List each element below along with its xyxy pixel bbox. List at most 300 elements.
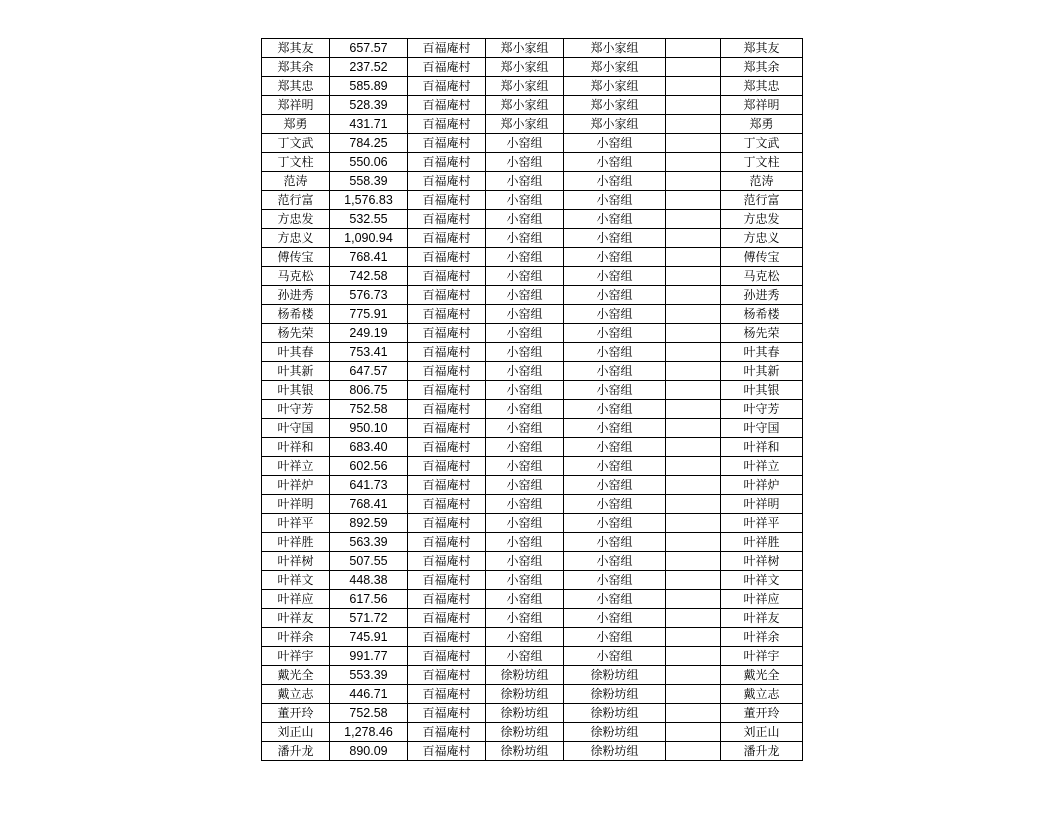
table-row — [262, 210, 803, 229]
group-cell: 小窑组 — [486, 628, 564, 647]
table-row — [262, 590, 803, 609]
name-cell: 叶祥文 — [262, 571, 330, 590]
signer-cell: 戴光全 — [721, 666, 803, 685]
group-cell: 小窑组 — [486, 229, 564, 248]
blank-cell — [666, 400, 721, 419]
village-cell: 百福庵村 — [408, 742, 486, 761]
signer-cell: 郑勇 — [721, 115, 803, 134]
amount-cell: 742.58 — [330, 267, 408, 286]
table-row — [262, 77, 803, 96]
group-cell: 郑小家组 — [486, 77, 564, 96]
group-cell: 小窑组 — [486, 571, 564, 590]
amount-cell: 775.91 — [330, 305, 408, 324]
group-cell: 小窑组 — [486, 552, 564, 571]
village-cell: 百福庵村 — [408, 704, 486, 723]
amount-cell: 507.55 — [330, 552, 408, 571]
signer-cell: 杨希楼 — [721, 305, 803, 324]
table-row — [262, 514, 803, 533]
group-cell-2: 小窑组 — [564, 286, 666, 305]
group-cell-2: 小窑组 — [564, 438, 666, 457]
group-cell: 小窑组 — [486, 134, 564, 153]
table-row — [262, 495, 803, 514]
table-row — [262, 438, 803, 457]
amount-cell: 563.39 — [330, 533, 408, 552]
group-cell: 郑小家组 — [486, 58, 564, 77]
amount-cell: 892.59 — [330, 514, 408, 533]
name-cell: 戴立志 — [262, 685, 330, 704]
group-cell: 小窑组 — [486, 533, 564, 552]
amount-cell: 890.09 — [330, 742, 408, 761]
village-cell: 百福庵村 — [408, 229, 486, 248]
group-cell-2: 小窑组 — [564, 628, 666, 647]
group-cell: 小窑组 — [486, 362, 564, 381]
group-cell-2: 小窑组 — [564, 609, 666, 628]
group-cell-2: 徐粉坊组 — [564, 685, 666, 704]
signer-cell: 潘升龙 — [721, 742, 803, 761]
blank-cell — [666, 476, 721, 495]
amount-cell: 550.06 — [330, 153, 408, 172]
name-cell: 范行富 — [262, 191, 330, 210]
group-cell-2: 郑小家组 — [564, 77, 666, 96]
name-cell: 郑其余 — [262, 58, 330, 77]
table-row — [262, 324, 803, 343]
group-cell-2: 小窑组 — [564, 419, 666, 438]
amount-cell: 806.75 — [330, 381, 408, 400]
blank-cell — [666, 457, 721, 476]
group-cell-2: 小窑组 — [564, 153, 666, 172]
group-cell: 徐粉坊组 — [486, 685, 564, 704]
group-cell-2: 小窑组 — [564, 191, 666, 210]
blank-cell — [666, 324, 721, 343]
blank-cell — [666, 39, 721, 58]
group-cell-2: 徐粉坊组 — [564, 723, 666, 742]
amount-cell: 528.39 — [330, 96, 408, 115]
blank-cell — [666, 229, 721, 248]
amount-cell: 249.19 — [330, 324, 408, 343]
signer-cell: 戴立志 — [721, 685, 803, 704]
signer-cell: 马克松 — [721, 267, 803, 286]
group-cell: 小窑组 — [486, 191, 564, 210]
table-body — [262, 39, 803, 761]
group-cell-2: 郑小家组 — [564, 96, 666, 115]
amount-cell: 553.39 — [330, 666, 408, 685]
table-row — [262, 39, 803, 58]
table-row — [262, 172, 803, 191]
table-row — [262, 115, 803, 134]
group-cell-2: 郑小家组 — [564, 58, 666, 77]
table-row — [262, 571, 803, 590]
group-cell: 小窑组 — [486, 476, 564, 495]
name-cell: 叶祥平 — [262, 514, 330, 533]
name-cell: 孙进秀 — [262, 286, 330, 305]
signer-cell: 郑其余 — [721, 58, 803, 77]
blank-cell — [666, 419, 721, 438]
name-cell: 潘升龙 — [262, 742, 330, 761]
village-cell: 百福庵村 — [408, 723, 486, 742]
table-row — [262, 343, 803, 362]
name-cell: 方忠义 — [262, 229, 330, 248]
village-cell: 百福庵村 — [408, 362, 486, 381]
name-cell: 杨希楼 — [262, 305, 330, 324]
table-row — [262, 685, 803, 704]
village-cell: 百福庵村 — [408, 419, 486, 438]
village-cell: 百福庵村 — [408, 609, 486, 628]
name-cell: 叶祥友 — [262, 609, 330, 628]
table-row — [262, 191, 803, 210]
name-cell: 叶祥树 — [262, 552, 330, 571]
group-cell-2: 郑小家组 — [564, 115, 666, 134]
group-cell-2: 小窑组 — [564, 514, 666, 533]
amount-cell: 950.10 — [330, 419, 408, 438]
group-cell: 小窑组 — [486, 343, 564, 362]
signer-cell: 杨先荣 — [721, 324, 803, 343]
village-cell: 百福庵村 — [408, 685, 486, 704]
village-cell: 百福庵村 — [408, 286, 486, 305]
village-cell: 百福庵村 — [408, 343, 486, 362]
group-cell: 小窑组 — [486, 210, 564, 229]
blank-cell — [666, 685, 721, 704]
village-cell: 百福庵村 — [408, 514, 486, 533]
blank-cell — [666, 438, 721, 457]
village-cell: 百福庵村 — [408, 647, 486, 666]
table-row — [262, 552, 803, 571]
name-cell: 董开玲 — [262, 704, 330, 723]
signer-cell: 郑其忠 — [721, 77, 803, 96]
name-cell: 范涛 — [262, 172, 330, 191]
group-cell: 小窑组 — [486, 153, 564, 172]
signer-cell: 叶祥友 — [721, 609, 803, 628]
signer-cell: 叶其银 — [721, 381, 803, 400]
blank-cell — [666, 96, 721, 115]
signer-cell: 叶祥平 — [721, 514, 803, 533]
signer-cell: 叶祥炉 — [721, 476, 803, 495]
signer-cell: 叶守芳 — [721, 400, 803, 419]
group-cell: 徐粉坊组 — [486, 666, 564, 685]
amount-cell: 657.57 — [330, 39, 408, 58]
table-row — [262, 58, 803, 77]
table-row — [262, 609, 803, 628]
village-cell: 百福庵村 — [408, 381, 486, 400]
name-cell: 叶守国 — [262, 419, 330, 438]
group-cell: 小窑组 — [486, 324, 564, 343]
name-cell: 郑其友 — [262, 39, 330, 58]
village-cell: 百福庵村 — [408, 248, 486, 267]
blank-cell — [666, 514, 721, 533]
group-cell: 小窑组 — [486, 400, 564, 419]
amount-cell: 602.56 — [330, 457, 408, 476]
blank-cell — [666, 381, 721, 400]
blank-cell — [666, 210, 721, 229]
signer-cell: 董开玲 — [721, 704, 803, 723]
name-cell: 马克松 — [262, 267, 330, 286]
village-cell: 百福庵村 — [408, 305, 486, 324]
table-row — [262, 96, 803, 115]
group-cell: 徐粉坊组 — [486, 704, 564, 723]
village-cell: 百福庵村 — [408, 590, 486, 609]
name-cell: 叶其银 — [262, 381, 330, 400]
group-cell: 小窑组 — [486, 495, 564, 514]
name-cell: 刘正山 — [262, 723, 330, 742]
group-cell: 徐粉坊组 — [486, 723, 564, 742]
signer-cell: 叶其新 — [721, 362, 803, 381]
blank-cell — [666, 77, 721, 96]
group-cell-2: 小窑组 — [564, 172, 666, 191]
name-cell: 叶祥和 — [262, 438, 330, 457]
name-cell: 方忠发 — [262, 210, 330, 229]
amount-cell: 768.41 — [330, 495, 408, 514]
group-cell-2: 郑小家组 — [564, 39, 666, 58]
group-cell-2: 小窑组 — [564, 324, 666, 343]
village-cell: 百福庵村 — [408, 324, 486, 343]
amount-cell: 576.73 — [330, 286, 408, 305]
signer-cell: 叶祥明 — [721, 495, 803, 514]
table-row — [262, 457, 803, 476]
group-cell-2: 小窑组 — [564, 400, 666, 419]
signer-cell: 叶祥宇 — [721, 647, 803, 666]
group-cell: 小窑组 — [486, 305, 564, 324]
signer-cell: 叶守国 — [721, 419, 803, 438]
group-cell: 郑小家组 — [486, 39, 564, 58]
signer-cell: 郑其友 — [721, 39, 803, 58]
blank-cell — [666, 666, 721, 685]
group-cell-2: 小窑组 — [564, 248, 666, 267]
group-cell-2: 小窑组 — [564, 495, 666, 514]
signer-cell: 叶祥文 — [721, 571, 803, 590]
village-cell: 百福庵村 — [408, 96, 486, 115]
amount-cell: 683.40 — [330, 438, 408, 457]
blank-cell — [666, 305, 721, 324]
signer-cell: 孙进秀 — [721, 286, 803, 305]
village-cell: 百福庵村 — [408, 58, 486, 77]
name-cell: 叶其春 — [262, 343, 330, 362]
amount-cell: 585.89 — [330, 77, 408, 96]
table-row — [262, 666, 803, 685]
village-cell: 百福庵村 — [408, 39, 486, 58]
village-cell: 百福庵村 — [408, 438, 486, 457]
group-cell-2: 小窑组 — [564, 552, 666, 571]
table-row — [262, 153, 803, 172]
village-cell: 百福庵村 — [408, 457, 486, 476]
name-cell: 郑祥明 — [262, 96, 330, 115]
table-row — [262, 628, 803, 647]
village-cell: 百福庵村 — [408, 476, 486, 495]
blank-cell — [666, 134, 721, 153]
group-cell-2: 小窑组 — [564, 267, 666, 286]
village-cell: 百福庵村 — [408, 191, 486, 210]
name-cell: 叶其新 — [262, 362, 330, 381]
village-cell: 百福庵村 — [408, 134, 486, 153]
table-row — [262, 267, 803, 286]
name-cell: 叶祥炉 — [262, 476, 330, 495]
group-cell-2: 小窑组 — [564, 210, 666, 229]
table-row — [262, 742, 803, 761]
blank-cell — [666, 286, 721, 305]
blank-cell — [666, 115, 721, 134]
group-cell-2: 小窑组 — [564, 571, 666, 590]
table-row — [262, 229, 803, 248]
amount-cell: 991.77 — [330, 647, 408, 666]
amount-cell: 752.58 — [330, 400, 408, 419]
signer-cell: 叶祥胜 — [721, 533, 803, 552]
amount-cell: 768.41 — [330, 248, 408, 267]
group-cell-2: 徐粉坊组 — [564, 742, 666, 761]
amount-cell: 641.73 — [330, 476, 408, 495]
signer-cell: 范涛 — [721, 172, 803, 191]
table-row — [262, 248, 803, 267]
name-cell: 傅传宝 — [262, 248, 330, 267]
amount-cell: 753.41 — [330, 343, 408, 362]
payment-table — [261, 38, 803, 761]
name-cell: 叶祥胜 — [262, 533, 330, 552]
group-cell-2: 小窑组 — [564, 305, 666, 324]
blank-cell — [666, 172, 721, 191]
blank-cell — [666, 628, 721, 647]
group-cell-2: 徐粉坊组 — [564, 704, 666, 723]
signer-cell: 叶祥树 — [721, 552, 803, 571]
blank-cell — [666, 742, 721, 761]
group-cell: 小窑组 — [486, 172, 564, 191]
table-row — [262, 400, 803, 419]
name-cell: 叶祥立 — [262, 457, 330, 476]
village-cell: 百福庵村 — [408, 571, 486, 590]
amount-cell: 617.56 — [330, 590, 408, 609]
signer-cell: 刘正山 — [721, 723, 803, 742]
village-cell: 百福庵村 — [408, 77, 486, 96]
blank-cell — [666, 609, 721, 628]
group-cell-2: 小窑组 — [564, 533, 666, 552]
signer-cell: 郑祥明 — [721, 96, 803, 115]
table-row — [262, 704, 803, 723]
amount-cell: 745.91 — [330, 628, 408, 647]
group-cell-2: 徐粉坊组 — [564, 666, 666, 685]
blank-cell — [666, 571, 721, 590]
group-cell-2: 小窑组 — [564, 457, 666, 476]
table-row — [262, 134, 803, 153]
blank-cell — [666, 191, 721, 210]
table-row — [262, 286, 803, 305]
group-cell: 小窑组 — [486, 438, 564, 457]
group-cell: 小窑组 — [486, 267, 564, 286]
amount-cell: 752.58 — [330, 704, 408, 723]
blank-cell — [666, 495, 721, 514]
blank-cell — [666, 647, 721, 666]
group-cell: 小窑组 — [486, 248, 564, 267]
group-cell-2: 小窑组 — [564, 229, 666, 248]
village-cell: 百福庵村 — [408, 533, 486, 552]
table-row — [262, 533, 803, 552]
amount-cell: 532.55 — [330, 210, 408, 229]
amount-cell: 237.52 — [330, 58, 408, 77]
blank-cell — [666, 153, 721, 172]
village-cell: 百福庵村 — [408, 153, 486, 172]
amount-cell: 431.71 — [330, 115, 408, 134]
group-cell: 徐粉坊组 — [486, 742, 564, 761]
group-cell-2: 小窑组 — [564, 381, 666, 400]
group-cell: 小窑组 — [486, 457, 564, 476]
village-cell: 百福庵村 — [408, 552, 486, 571]
blank-cell — [666, 267, 721, 286]
village-cell: 百福庵村 — [408, 172, 486, 191]
signer-cell: 叶其春 — [721, 343, 803, 362]
amount-cell: 647.57 — [330, 362, 408, 381]
name-cell: 郑其忠 — [262, 77, 330, 96]
signer-cell: 丁文柱 — [721, 153, 803, 172]
village-cell: 百福庵村 — [408, 628, 486, 647]
village-cell: 百福庵村 — [408, 210, 486, 229]
table-row — [262, 723, 803, 742]
signer-cell: 丁文武 — [721, 134, 803, 153]
signer-cell: 方忠义 — [721, 229, 803, 248]
table-row — [262, 647, 803, 666]
group-cell: 郑小家组 — [486, 115, 564, 134]
group-cell: 小窑组 — [486, 286, 564, 305]
group-cell: 小窑组 — [486, 609, 564, 628]
blank-cell — [666, 552, 721, 571]
name-cell: 杨先荣 — [262, 324, 330, 343]
table-row — [262, 419, 803, 438]
group-cell-2: 小窑组 — [564, 343, 666, 362]
signer-cell: 叶祥立 — [721, 457, 803, 476]
group-cell-2: 小窑组 — [564, 590, 666, 609]
group-cell-2: 小窑组 — [564, 134, 666, 153]
signer-cell: 方忠发 — [721, 210, 803, 229]
village-cell: 百福庵村 — [408, 495, 486, 514]
blank-cell — [666, 58, 721, 77]
group-cell: 小窑组 — [486, 647, 564, 666]
signer-cell: 叶祥余 — [721, 628, 803, 647]
group-cell: 小窑组 — [486, 381, 564, 400]
group-cell-2: 小窑组 — [564, 647, 666, 666]
amount-cell: 558.39 — [330, 172, 408, 191]
amount-cell: 446.71 — [330, 685, 408, 704]
amount-cell: 784.25 — [330, 134, 408, 153]
blank-cell — [666, 704, 721, 723]
blank-cell — [666, 590, 721, 609]
name-cell: 戴光全 — [262, 666, 330, 685]
blank-cell — [666, 248, 721, 267]
name-cell: 丁文武 — [262, 134, 330, 153]
table-row — [262, 476, 803, 495]
table-row — [262, 381, 803, 400]
name-cell: 丁文柱 — [262, 153, 330, 172]
amount-cell: 1,278.46 — [330, 723, 408, 742]
group-cell: 小窑组 — [486, 419, 564, 438]
name-cell: 叶守芳 — [262, 400, 330, 419]
village-cell: 百福庵村 — [408, 115, 486, 134]
group-cell: 小窑组 — [486, 514, 564, 533]
amount-cell: 1,090.94 — [330, 229, 408, 248]
signer-cell: 叶祥和 — [721, 438, 803, 457]
group-cell-2: 小窑组 — [564, 362, 666, 381]
group-cell: 小窑组 — [486, 590, 564, 609]
name-cell: 郑勇 — [262, 115, 330, 134]
blank-cell — [666, 343, 721, 362]
name-cell: 叶祥明 — [262, 495, 330, 514]
village-cell: 百福庵村 — [408, 666, 486, 685]
amount-cell: 448.38 — [330, 571, 408, 590]
name-cell: 叶祥宇 — [262, 647, 330, 666]
amount-cell: 1,576.83 — [330, 191, 408, 210]
blank-cell — [666, 362, 721, 381]
blank-cell — [666, 533, 721, 552]
group-cell: 郑小家组 — [486, 96, 564, 115]
village-cell: 百福庵村 — [408, 400, 486, 419]
table-row — [262, 362, 803, 381]
amount-cell: 571.72 — [330, 609, 408, 628]
name-cell: 叶祥应 — [262, 590, 330, 609]
blank-cell — [666, 723, 721, 742]
signer-cell: 范行富 — [721, 191, 803, 210]
